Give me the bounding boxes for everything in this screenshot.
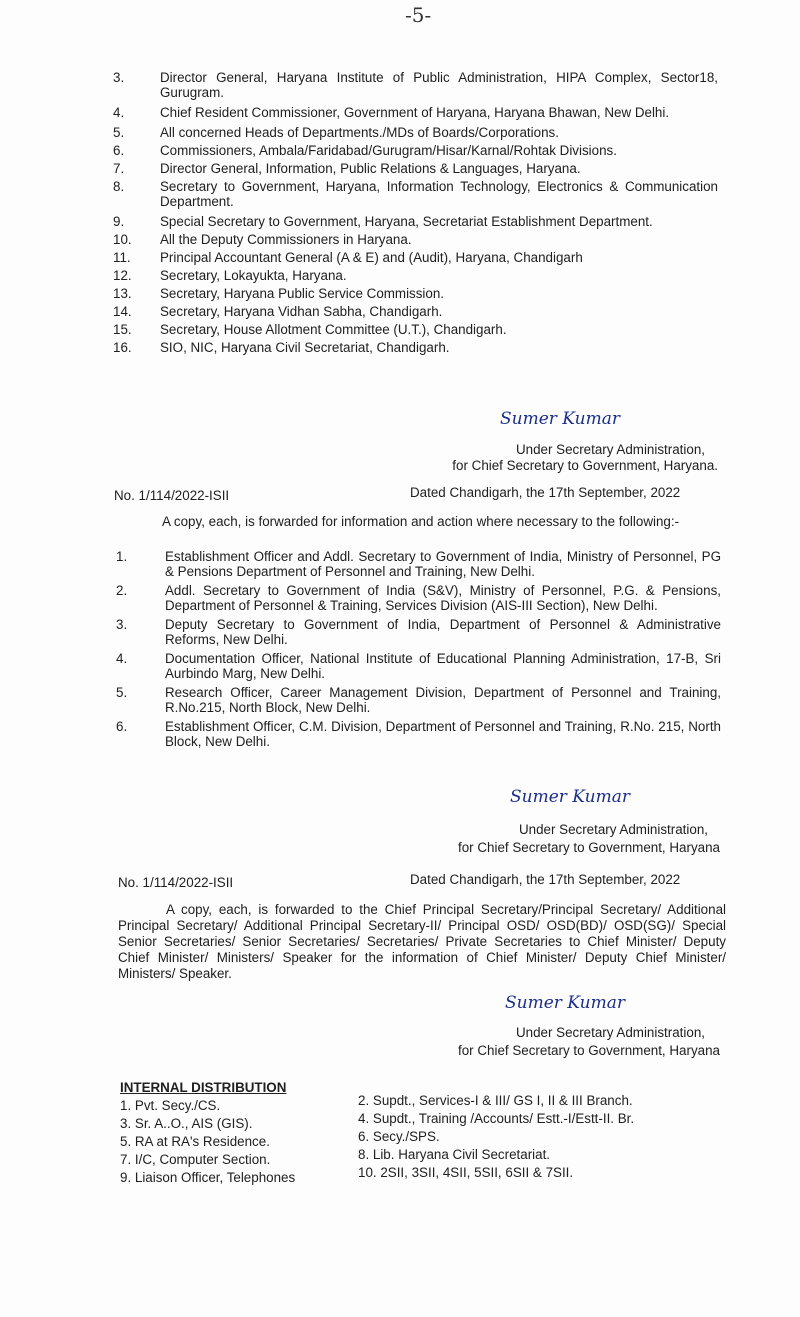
memo-date-2: Dated Chandigarh, the 17th September, 2022 bbox=[410, 485, 681, 500]
item-text: All the Deputy Commissioners in Haryana. bbox=[160, 232, 412, 247]
item-text: Secretary to Government, Haryana, Information Technology, Electronics & Communication Department. bbox=[160, 179, 718, 209]
memo-intro-2: A copy, each, is forwarded for information and action where necessary to the following:- bbox=[162, 514, 680, 529]
item-number: 3. bbox=[113, 70, 125, 85]
distribution-right-column bbox=[358, 1093, 634, 1183]
item-number: 5. bbox=[113, 125, 125, 140]
item-text: Deputy Secretary to Government of India, Department of Personnel & Administrative Reforms, New Delhi. bbox=[165, 617, 721, 647]
item-text: Research Officer, Career Management Division, Department of Personnel and Training, R.No.215, North Block, New Delhi. bbox=[165, 685, 721, 715]
recipient-list-2 bbox=[116, 549, 721, 752]
list-item bbox=[113, 250, 718, 265]
item-text: SIO, NIC, Haryana Civil Secretariat, Chandigarh. bbox=[160, 340, 450, 355]
memo-number-2: No. 1/114/2022-ISII bbox=[114, 488, 230, 503]
item-number: 4. bbox=[116, 651, 128, 666]
item-text: Special Secretary to Government, Haryana, Secretariat Establishment Department. bbox=[160, 214, 653, 229]
signatory-office-2: for Chief Secretary to Government, Haryana bbox=[458, 840, 720, 855]
item-number: 5. bbox=[116, 685, 128, 700]
signature-1: Sumer Kumar bbox=[500, 409, 620, 429]
signatory-office-1: for Chief Secretary to Government, Haryana. bbox=[452, 458, 718, 473]
item-number: 4. bbox=[113, 105, 125, 120]
page-number: -5- bbox=[405, 3, 432, 27]
list-item bbox=[113, 340, 718, 355]
item-text: Establishment Officer, C.M. Division, Department of Personnel and Training, R.No. 215, North Block, New Delhi. bbox=[165, 719, 721, 749]
item-number: 14. bbox=[113, 304, 132, 319]
signature-2: Sumer Kumar bbox=[510, 787, 630, 807]
item-text: Secretary, Haryana Vidhan Sabha, Chandigarh. bbox=[160, 304, 443, 319]
signatory-title-3: Under Secretary Administration, bbox=[515, 1025, 705, 1040]
list-item bbox=[113, 304, 718, 319]
item-number: 2. bbox=[116, 583, 128, 598]
item-number: 6. bbox=[116, 719, 128, 734]
item-number: 12. bbox=[113, 268, 132, 283]
list-item bbox=[113, 143, 718, 158]
distribution-item: 3. Sr. A..O., AIS (GIS). bbox=[120, 1116, 253, 1131]
list-item bbox=[116, 549, 721, 579]
recipient-list-1 bbox=[113, 70, 718, 358]
item-text: Principal Accountant General (A & E) and (Audit), Haryana, Chandigarh bbox=[160, 250, 583, 265]
item-text: Secretary, Lokayukta, Haryana. bbox=[160, 268, 347, 283]
item-number: 13. bbox=[113, 286, 132, 301]
list-item bbox=[116, 583, 721, 613]
distribution-item: 5. RA at RA's Residence. bbox=[120, 1134, 270, 1149]
distribution-item: 7. I/C, Computer Section. bbox=[120, 1152, 271, 1167]
list-item bbox=[113, 232, 718, 247]
list-item bbox=[113, 214, 718, 229]
signature-3: Sumer Kumar bbox=[505, 993, 625, 1013]
item-number: 8. bbox=[113, 179, 125, 194]
list-item bbox=[116, 651, 721, 681]
list-item bbox=[113, 179, 718, 209]
distribution-item: 1. Pvt. Secy./CS. bbox=[120, 1098, 221, 1113]
distribution-item: 4. Supdt., Training /Accounts/ Estt.-I/Estt-II. Br. bbox=[358, 1111, 635, 1126]
item-text: Commissioners, Ambala/Faridabad/Gurugram/Hisar/Karnal/Rohtak Divisions. bbox=[160, 143, 617, 158]
list-item bbox=[113, 105, 718, 120]
list-item bbox=[113, 268, 718, 283]
item-number: 3. bbox=[116, 617, 128, 632]
item-number: 16. bbox=[113, 340, 132, 355]
item-text: Addl. Secretary to Government of India (S&V), Ministry of Personnel, P.G. & Pensions, Department of Personnel & Training, Services Division (AIS-III Section), New Delhi. bbox=[165, 583, 721, 613]
item-number: 11. bbox=[113, 250, 131, 265]
item-text: Establishment Officer and Addl. Secretary to Government of India, Ministry of Personnel, PG & Pensions Department of Personnel and Training, New Delhi. bbox=[165, 549, 721, 579]
item-text: Documentation Officer, National Institute of Educational Planning Administration, 17-B, Sri Aurbindo Marg, New Delhi. bbox=[165, 651, 721, 681]
signatory-title-2: Under Secretary Administration, bbox=[518, 822, 708, 837]
item-number: 15. bbox=[113, 322, 132, 337]
item-text: Secretary, House Allotment Committee (U.T.), Chandigarh. bbox=[160, 322, 507, 337]
item-text: Chief Resident Commissioner, Government of Haryana, Haryana Bhawan, New Delhi. bbox=[160, 105, 670, 120]
internal-distribution-heading: INTERNAL DISTRIBUTION bbox=[120, 1080, 287, 1095]
item-text: Secretary, Haryana Public Service Commission. bbox=[160, 286, 445, 301]
memo-date-3: Dated Chandigarh, the 17th September, 2022 bbox=[410, 872, 681, 887]
list-item bbox=[116, 719, 721, 749]
distribution-left-column bbox=[120, 1098, 295, 1188]
item-text: Director General, Haryana Institute of Public Administration, HIPA Complex, Sector18, Gurugram. bbox=[160, 70, 718, 100]
distribution-item: 10. 2SII, 3SII, 4SII, 5SII, 6SII & 7SII. bbox=[358, 1165, 574, 1180]
list-item bbox=[113, 322, 718, 337]
list-item bbox=[113, 161, 718, 176]
memo-intro-3: A copy, each, is forwarded to the Chief Principal Secretary/Principal Secretary/ Additional Principal Secretary/ Additional Principal Secretary-II/ Principal OSD/ OSD(BD)/ OSD(SG)/ Special Senior Secretaries/ Senior Secretaries/ Secretaries/ Private Secretaries to Chief Minister/ Deputy Chief Minister/ Ministers/ Speaker for the information of Chief Minister/ Deputy Chief Minister/ Ministers/ Speaker. bbox=[118, 902, 726, 981]
list-item bbox=[113, 125, 718, 140]
list-item bbox=[116, 685, 721, 715]
item-number: 6. bbox=[113, 143, 125, 158]
list-item bbox=[113, 286, 718, 301]
distribution-item: 8. Lib. Haryana Civil Secretariat. bbox=[358, 1147, 551, 1162]
item-number: 7. bbox=[113, 161, 125, 176]
item-number: 9. bbox=[113, 214, 125, 229]
signatory-title-1: Under Secretary Administration, bbox=[515, 442, 705, 457]
item-text: All concerned Heads of Departments./MDs of Boards/Corporations. bbox=[160, 125, 559, 140]
list-item bbox=[113, 70, 718, 100]
list-item bbox=[116, 617, 721, 647]
signatory-office-3: for Chief Secretary to Government, Haryana bbox=[458, 1043, 720, 1058]
distribution-item: 2. Supdt., Services-I & III/ GS I, II & III Branch. bbox=[358, 1093, 633, 1108]
item-text: Director General, Information, Public Relations & Languages, Haryana. bbox=[160, 161, 581, 176]
distribution-item: 6. Secy./SPS. bbox=[358, 1129, 440, 1144]
distribution-item: 9. Liaison Officer, Telephones bbox=[120, 1170, 296, 1185]
item-number: 10. bbox=[113, 232, 132, 247]
memo-number-3: No. 1/114/2022-ISII bbox=[118, 875, 234, 890]
item-number: 1. bbox=[116, 549, 128, 564]
